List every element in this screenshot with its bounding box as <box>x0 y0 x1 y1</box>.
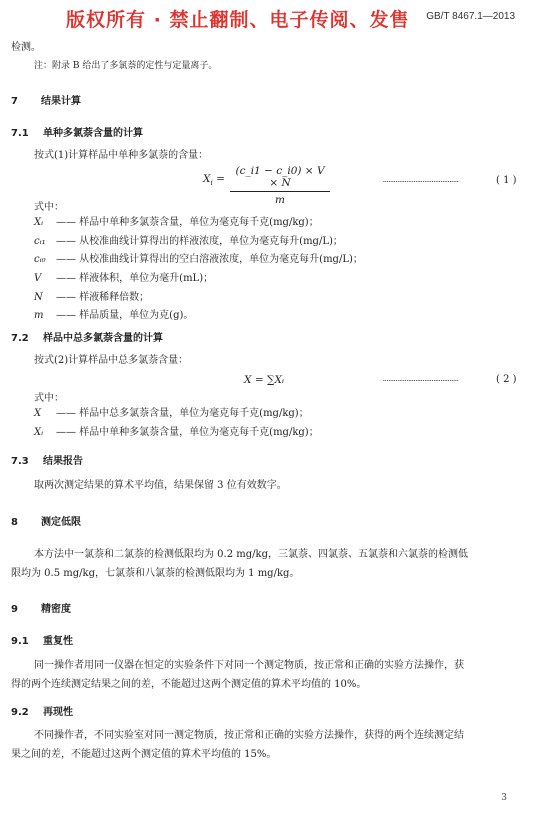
definition-text: —— 样品质量，单位为克(g)。 <box>56 310 194 322</box>
section-number: 7.2 <box>11 333 29 344</box>
s8-line-1: 本方法中一氯萘和二氯萘的检测低限均为 0.2 mg/kg，三氯萘、四氯萘、五氯萘和六氯萘的检测低 <box>34 549 468 560</box>
definition-symbol: X <box>34 408 42 419</box>
equation-1-leader: …………………………………… <box>383 175 459 185</box>
section-number: 9 <box>11 604 18 615</box>
definition-symbol: cᵢ₁ <box>34 235 46 247</box>
definition-symbol: cᵢ₀ <box>34 254 46 266</box>
definition-row <box>34 307 363 326</box>
intro-note: 注：附录 B 给出了多氯萘的定性与定量离子。 <box>34 61 218 71</box>
section-7-3-heading <box>11 452 83 467</box>
s91-line-2: 得的两个连续测定结果之间的差，不能超过这两个测定值的算术平均值的 10%。 <box>11 679 367 690</box>
definition-symbol: Xᵢ <box>34 217 44 228</box>
s71-definitions <box>34 214 363 326</box>
definition-text: —— 样品中单种多氯萘含量，单位为毫克每千克(mg/kg)； <box>56 426 319 438</box>
formula-2: X = ∑Xᵢ <box>244 374 285 386</box>
s71-intro: 按式(1)计算样品中单种多氯萘的含量： <box>34 150 209 161</box>
section-number: 7 <box>11 96 18 107</box>
definition-symbol: V <box>34 273 42 285</box>
section-title: 样品中总多氯萘含量的计算 <box>43 333 163 344</box>
definition-row <box>34 270 363 289</box>
formula-1-denominator: m <box>275 194 285 206</box>
section-number: 7.3 <box>11 456 29 467</box>
definition-text: —— 样液体积，单位为毫升(mL)； <box>56 273 214 285</box>
section-9-heading <box>11 600 71 615</box>
fraction-bar <box>230 191 330 192</box>
formula-1-fraction <box>230 165 330 206</box>
section-title: 结果计算 <box>41 96 81 107</box>
definition-symbol: N <box>34 291 43 303</box>
s91-line-1: 同一操作者用同一仪器在恒定的实验条件下对同一个测定物质，按正常和正确的实验方法操作，获 <box>34 660 464 671</box>
definition-text: —— 从校准曲线计算得出的空白溶液浓度，单位为毫克每升(mg/L)； <box>56 254 363 266</box>
section-number: 9.1 <box>11 636 29 647</box>
definition-row <box>34 424 319 443</box>
s72-definitions <box>34 405 319 442</box>
formula-symbol: X <box>203 173 211 185</box>
definition-row <box>34 289 363 308</box>
definition-symbol: m <box>34 310 44 322</box>
page-number: 3 <box>501 793 507 803</box>
section-7-2-heading <box>11 329 163 344</box>
section-title: 重复性 <box>43 636 73 647</box>
definition-text: —— 从校准曲线计算得出的样液浓度，单位为毫克每升(mg/L)； <box>56 235 343 247</box>
section-7-heading <box>11 92 81 107</box>
definition-row <box>34 405 319 424</box>
equation-2-label: ( 2 ) <box>496 374 517 385</box>
section-title: 精密度 <box>41 604 71 615</box>
equation-2-leader: …………………………………… <box>383 374 459 384</box>
section-number: 7.1 <box>11 128 29 139</box>
document-number: GB/T 8467.1—2013 <box>426 11 515 22</box>
section-number: 8 <box>11 517 18 528</box>
s72-where: 式中： <box>34 393 64 404</box>
section-number: 9.2 <box>11 707 29 718</box>
definition-row <box>34 251 363 270</box>
definition-text: —— 样品中总多氯萘含量，单位为毫克每千克(mg/kg)； <box>56 408 309 419</box>
equation-1-label: ( 1 ) <box>496 175 517 186</box>
s8-line-2: 限均为 0.5 mg/kg，七氯萘和八氯萘的检测低限均为 1 mg/kg。 <box>11 568 300 579</box>
formula-1-lhs: $X_i$ = <box>203 173 225 188</box>
definition-row <box>34 214 363 233</box>
section-7-1-heading <box>11 124 143 139</box>
watermark-banner: 版权所有 · 禁止翻制、电子传阅、发售 <box>66 9 410 31</box>
section-title: 结果报告 <box>43 456 83 467</box>
section-title: 再现性 <box>43 707 73 718</box>
section-9-2-heading <box>11 703 73 718</box>
formula-subscript: i <box>210 179 213 188</box>
definition-text: —— 样品中单种多氯萘含量，单位为毫克每千克(mg/kg)； <box>56 217 319 228</box>
formula-1-numerator: (c_i1 − c_i0) × V × N <box>235 165 325 189</box>
definition-symbol: Xᵢ <box>34 426 44 438</box>
section-9-1-heading <box>11 632 73 647</box>
section-title: 单种多氯萘含量的计算 <box>43 128 143 139</box>
s92-line-2: 果之间的差，不能超过这两个测定值的算术平均值的 15%。 <box>11 749 277 760</box>
s72-intro: 按式(2)计算样品中总多氯萘含量： <box>34 355 189 366</box>
section-8-heading <box>11 513 81 528</box>
s92-line-1: 不同操作者，不同实验室对同一测定物质，按正常和正确的实验方法操作，获得的两个连续测定结 <box>34 730 464 741</box>
definition-row <box>34 233 363 252</box>
intro-line: 检测。 <box>11 42 41 53</box>
s71-where: 式中： <box>34 202 64 213</box>
definition-text: —— 样液稀释倍数； <box>56 291 150 303</box>
section-title: 测定低限 <box>41 517 81 528</box>
s73-text: 取两次测定结果的算术平均值，结果保留 3 位有效数字。 <box>34 480 287 491</box>
